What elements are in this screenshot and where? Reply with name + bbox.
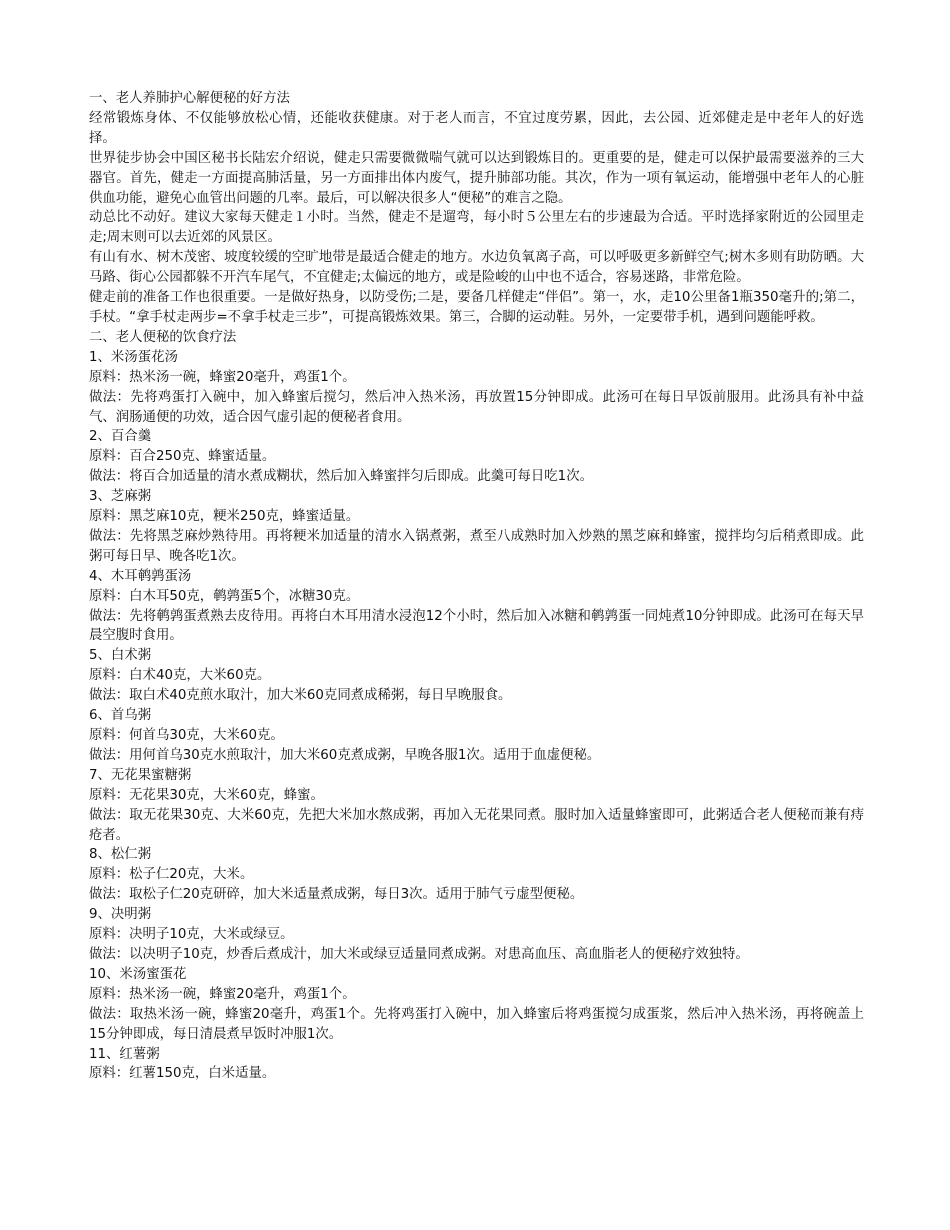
paragraph: 经常锻炼身体、不仅能够放松心情，还能收获健康。对于老人而言，不宜过度劳累，因此，去公园、近郊健走是中老年人的好选择。: [89, 110, 864, 146]
recipe-method: 做法：先将鸡蛋打入碗中，加入蜂蜜后搅匀，然后冲入热米汤，再放置15分钟即成。此汤可在每日早饭前服用。此汤具有补中益气、润肠通便的功效，适合因气虚引起的便秘者食用。: [89, 389, 864, 425]
recipe-method: 做法：取热米汤一碗，蜂蜜20毫升，鸡蛋1个。先将鸡蛋打入碗中，加入蜂蜜后将鸡蛋搅匀成蛋浆，然后冲入热米汤，再将碗盖上15分钟即成，每日清晨煮早饭时冲服1次。: [89, 1006, 864, 1042]
recipe-ingredients: 原料：无花果30克，大米60克，蜂蜜。: [89, 787, 324, 803]
recipe-ingredients: 原料：决明子10克，大米或绿豆。: [89, 927, 294, 943]
recipe-ingredients: 原料：白木耳50克，鹌鹑蛋5个，冰糖30克。: [89, 588, 360, 604]
paragraph: 健走前的准备工作也很重要。一是做好热身，以防受伤;二是，要备几样健走“伴侣”。第一，水，走10公里备1瓶350毫升的;第二，手杖。“拿手杖走两步=不拿手杖走三步”，可提高锻炼效果。第三，合脚的运动鞋。另外，一定要带手机，遇到问题能呼救。: [89, 290, 864, 325]
recipe-title: 9、决明粥: [89, 907, 152, 923]
recipe-method: 做法：将百合加适量的清水煮成糊状，然后加入蜂蜜拌匀后即成。此羹可每日吃1次。: [89, 469, 593, 485]
paragraph: 有山有水、树木茂密、坡度较缓的空旷地带是最适合健走的地方。水边负氧离子高，可以呼吸更多新鲜空气;树木多则有助防晒。大马路、街心公园都躲不开汽车尾气，不宜健走;太偏远的地方，或是险峻的山中也不适合，容易迷路，非常危险。: [89, 250, 864, 286]
paragraph: 动总比不动好。建议大家每天健走１小时。当然，健走不是遛弯，每小时５公里左右的步速最为合适。平时选择家附近的公园里走走;周末则可以去近郊的风景区。: [89, 210, 864, 246]
recipe-ingredients: 原料：何首乌30克，大米60克。: [89, 728, 284, 743]
section-2-heading: 二、老人便秘的饮食疗法: [89, 329, 237, 345]
recipe-method: 做法：先将鹌鹑蛋煮熟去皮待用。再将白木耳用清水浸泡12个小时，然后加入冰糖和鹌鹑蛋一同炖煮10分钟即成。此汤可在每天早晨空腹时食用。: [89, 608, 864, 644]
recipe-method: 做法：先将黑芝麻炒熟待用。再将粳米加适量的清水入锅煮粥，煮至八成熟时加入炒熟的黑芝麻和蜂蜜，搅拌均匀后稍煮即成。此粥可每日早、晚各吃1次。: [89, 528, 864, 564]
recipe-ingredients: 原料：热米汤一碗，蜂蜜20毫升，鸡蛋1个。: [89, 986, 356, 1002]
recipe-ingredients: 原料：黑芝麻10克，粳米250克，蜂蜜适量。: [89, 509, 360, 525]
recipe-title: 3、芝麻粥: [89, 489, 152, 505]
recipe-title: 11、红薯粥: [89, 1046, 160, 1062]
recipe-ingredients: 原料：白术40克，大米60克。: [89, 668, 271, 684]
recipe-ingredients: 原料：百合250克、蜂蜜适量。: [89, 449, 276, 465]
recipe-ingredients: 原料：松子仁20克，大米。: [89, 867, 254, 883]
recipe-title: 8、松仁粥: [89, 847, 152, 863]
recipe-title: 2、百合羹: [89, 429, 152, 445]
section-1-heading: 一、老人养肺护心解便秘的好方法: [89, 91, 290, 106]
recipe-method: 做法：以决明子10克，炒香后煮成汁，加大米或绿豆适量同煮成粥。对患高血压、高血脂老人的便秘疗效独特。: [89, 946, 749, 962]
recipe-method: 做法：用何首乌30克水煎取汁，加大米60克煮成粥，早晚各服1次。适用于血虚便秘。: [89, 747, 601, 763]
recipe-title: 1、米汤蛋花汤: [89, 349, 178, 365]
recipe-title: 10、米汤蜜蛋花: [89, 966, 187, 982]
paragraph: 世界徒步协会中国区秘书长陆宏介绍说，健走只需要微微喘气就可以达到锻炼目的。更重要的是，健走可以保护最需要滋养的三大器官。首先，健走一方面提高肺活量，另一方面排出体内废气，提升肺部功能。其次，作为一项有氧运动，能增强中老年人的心脏供血功能，避免心血管出问题的几率。最后，可以解决很多人“便秘”的难言之隐。: [89, 150, 864, 206]
recipe-title: 7、无花果蜜糖粥: [89, 767, 192, 783]
recipe-method: 做法：取无花果30克、大米60克，先把大米加水熬成粥，再加入无花果同煮。服时加入适量蜂蜜即可，此粥适合老人便秘而兼有痔疮者。: [89, 807, 864, 843]
document-body: [89, 89, 864, 1084]
recipe-method: 做法：取白术40克煎水取汁，加大米60克同煮成稀粥，每日早晚服食。: [89, 688, 512, 704]
recipe-ingredients: 原料：红薯150克，白米适量。: [89, 1066, 276, 1082]
recipe-ingredients: 原料：热米汤一碗，蜂蜜20毫升，鸡蛋1个。: [89, 369, 356, 385]
recipe-title: 4、木耳鹌鹑蛋汤: [89, 568, 192, 584]
recipe-method: 做法：取松子仁20克研碎，加大米适量煮成粥，每日3次。适用于肺气亏虚型便秘。: [89, 887, 584, 903]
recipe-title: 6、首乌粥: [89, 708, 152, 724]
recipe-title: 5、白术粥: [89, 648, 152, 664]
